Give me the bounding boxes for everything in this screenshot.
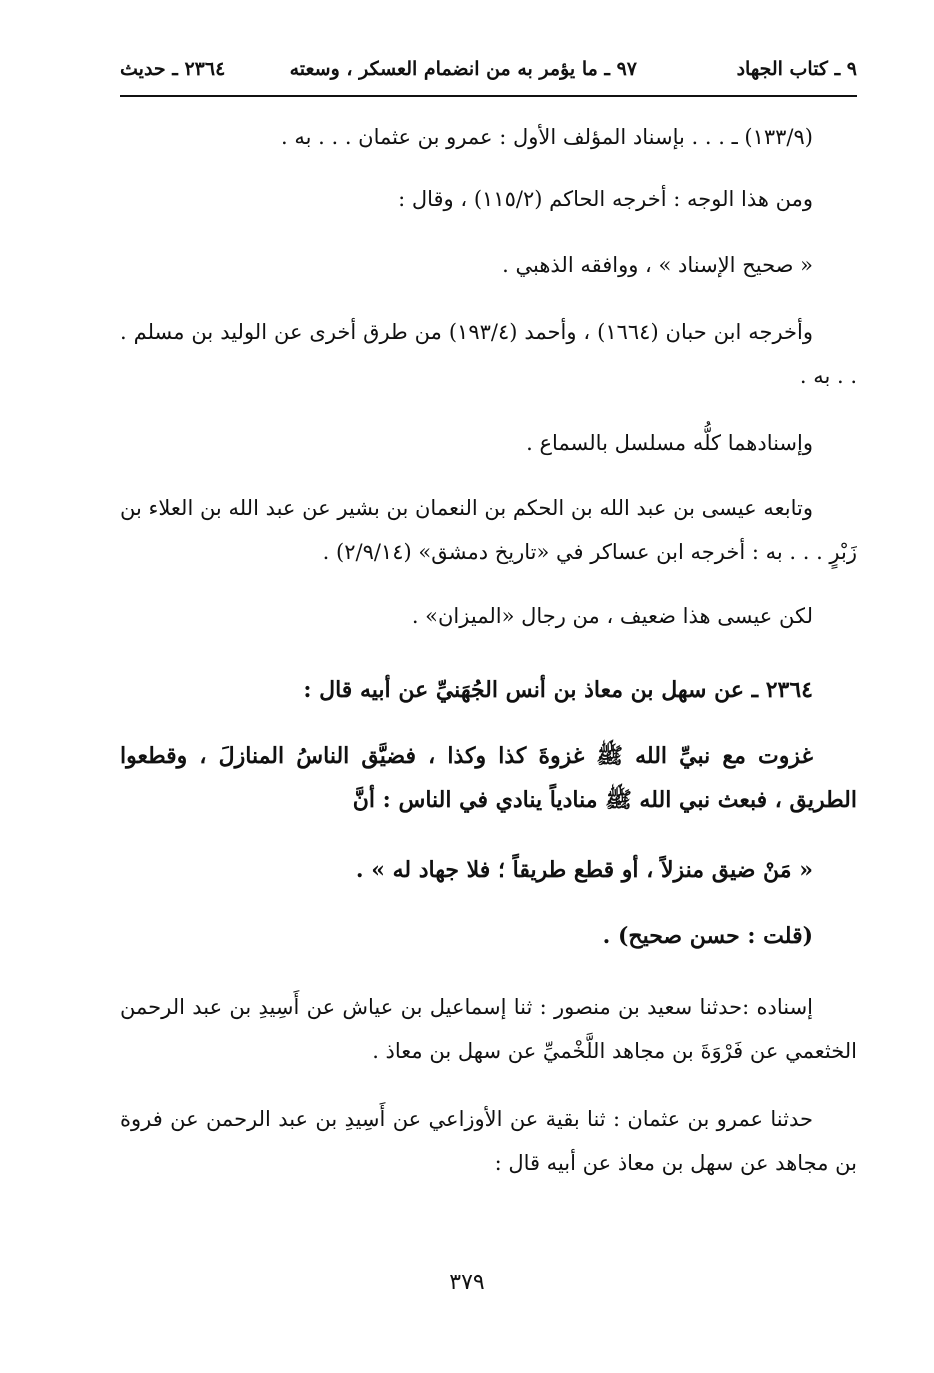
paragraph-ibn-asakir: وتابعه عيسى بن عبد الله بن الحكم بن النعمان بن بشير عن عبد الله بن العلاء بن زَبْرٍ . . . به : أخرجه ابن عساكر في «تاريخ دمشق» (٢/٩/١٤) . — [120, 496, 857, 564]
header-book-title: ٩ ـ كتاب الجهاد — [736, 58, 857, 80]
running-header — [120, 58, 857, 88]
paragraph-samaa: وإسنادهما كلُّه مسلسل بالسماع . — [526, 431, 813, 455]
hadith-heading: ٢٣٦٤ ـ عن سهل بن معاذ بن أنس الجُهَنيِّ عن أبيه قال : — [303, 677, 813, 703]
hadith-text: غزوت مع نبيِّ الله ﷺ غزوةَ كذا وكذا ، فضيَّق الناسُ المنازلَ ، وقطعوا الطريق ، فبعث نبي الله ﷺ منادياً ينادي في الناس : أنَّ — [120, 743, 857, 813]
paragraph-isnad-1: إسناده :حدثنا سعيد بن منصور : ثنا إسماعيل بن عياش عن أَسِيدِ بن عبد الرحمن الخثعمي عن فَرْوَةَ بن مجاهد اللَّخْميِّ عن سهل بن معاذ . — [120, 995, 857, 1063]
paragraph-mizan: لكن عيسى هذا ضعيف ، من رجال «الميزان» . — [411, 604, 813, 628]
hadith-quote: « مَنْ ضيق منزلاً ، أو قطع طريقاً ؛ فلا جهاد له » . — [355, 857, 813, 883]
paragraph-ibn-hibban: وأخرجه ابن حبان (١٦٦٤) ، وأحمد (١٩٣/٤) من طرق أخرى عن الوليد بن مسلم . . . به . — [120, 320, 857, 388]
paragraph-dhahabi: « صحيح الإسناد » ، ووافقه الذهبي . — [502, 253, 813, 277]
paragraph-hakim: ومن هذا الوجه : أخرجه الحاكم (١١٥/٢) ، وقال : — [398, 187, 813, 211]
hadith-grade: (قلت : حسن صحيح) . — [602, 923, 813, 949]
paragraph-isnad-reference: (١٣٣/٩) ـ . . . بإسناد المؤلف الأول : عمرو بن عثمان . . . به . — [280, 125, 813, 149]
page-number: ٣٧٩ — [449, 1270, 485, 1295]
paragraph-isnad-2: حدثنا عمرو بن عثمان : ثنا بقية عن الأوزاعي عن أَسِيدِ بن عبد الرحمن عن فروة بن مجاهد عن سهل بن معاذ عن أبيه قال : — [120, 1107, 857, 1175]
header-chapter-title: ٩٧ ـ ما يؤمر به من انضمام العسكر ، وسعته — [289, 58, 637, 80]
header-rule — [120, 95, 857, 97]
header-hadith-number: ٢٣٦٤ ـ حديث — [120, 58, 226, 80]
